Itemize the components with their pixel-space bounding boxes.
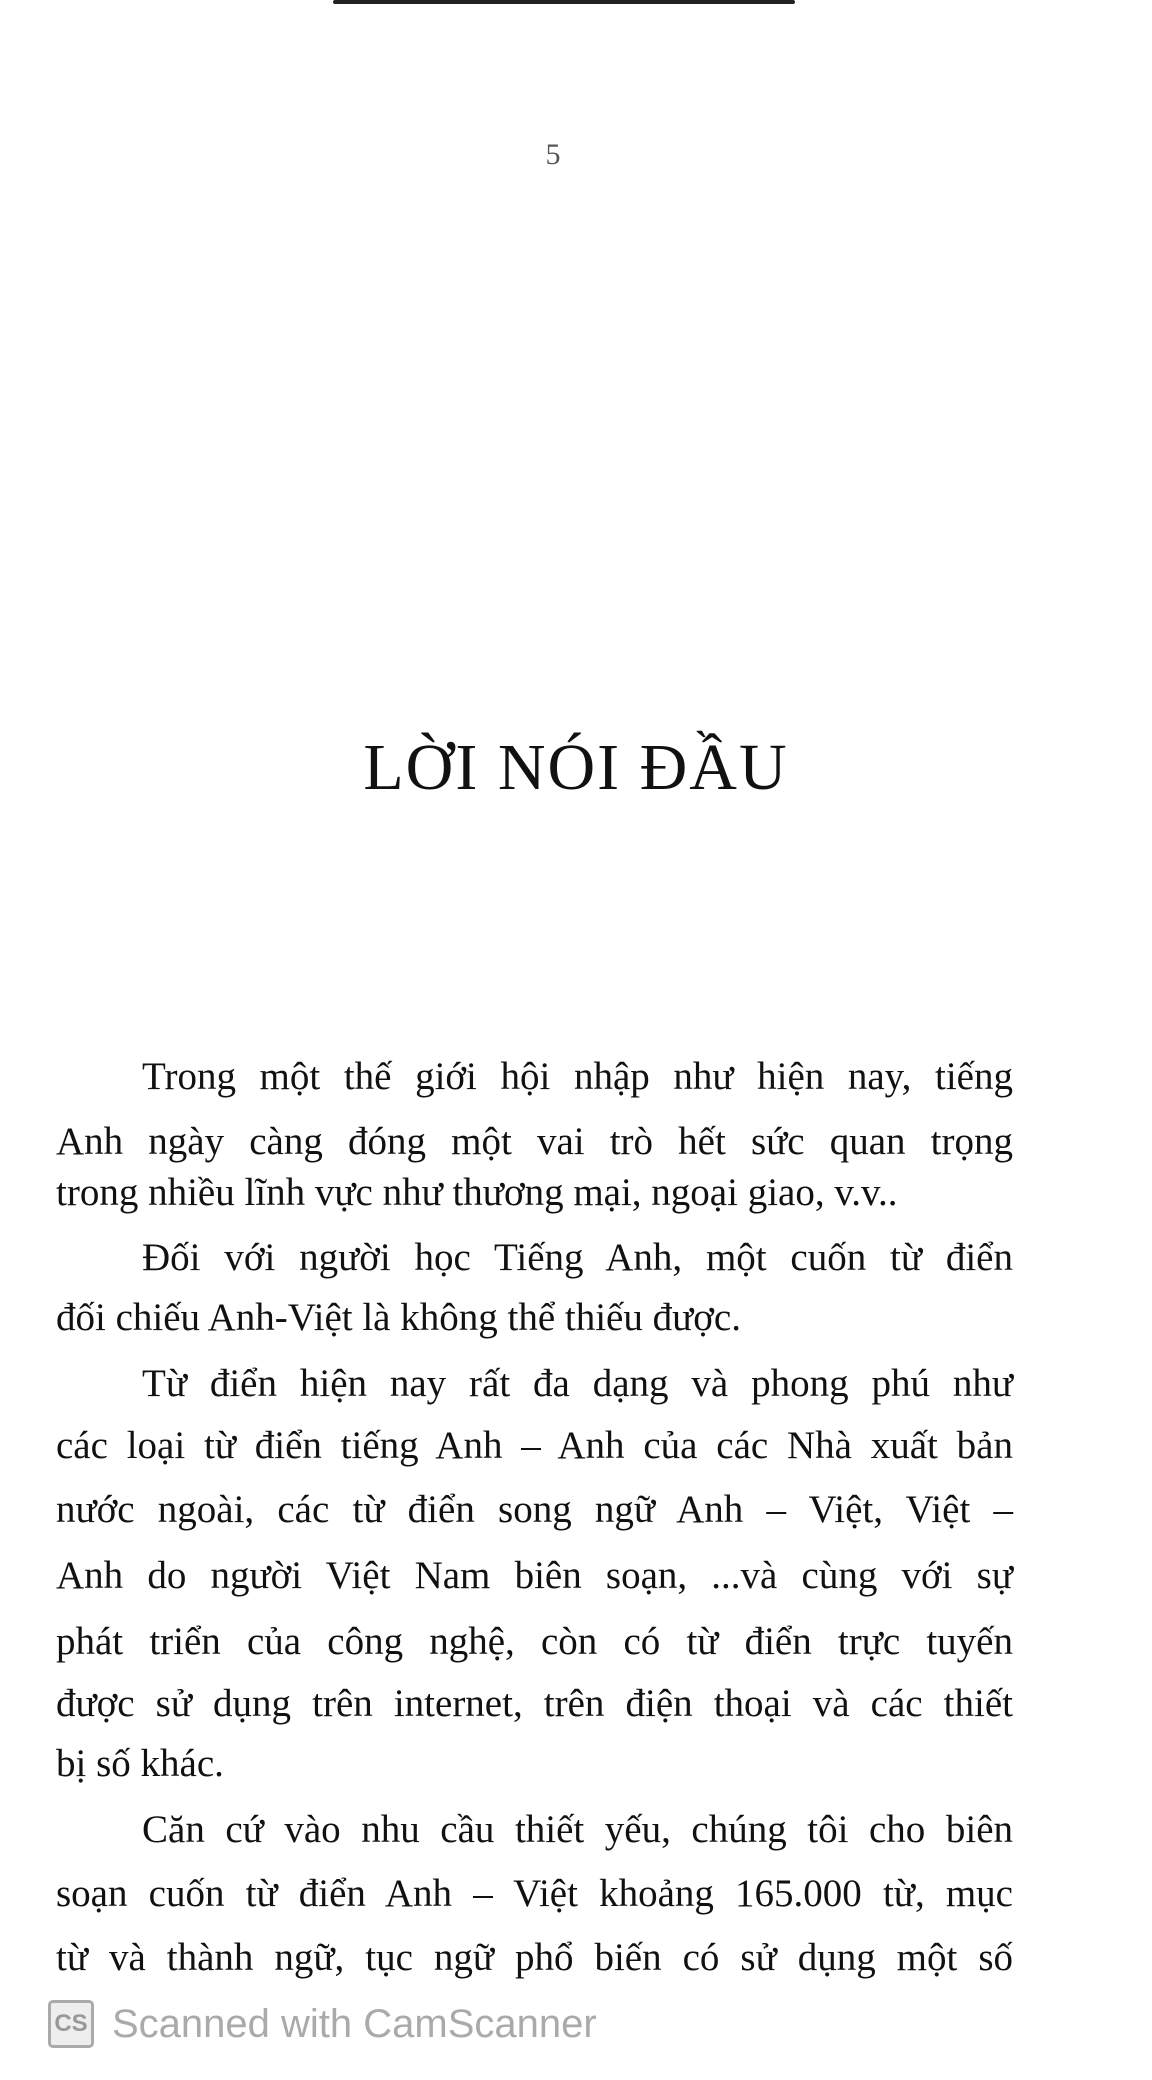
body-line: Từ điển hiện nay rất đa dạng và phong phú như bbox=[142, 1362, 1013, 1405]
body-line: bị số khác. bbox=[56, 1742, 224, 1785]
body-line: được sử dụng trên internet, trên điện thoại và các thiết bbox=[56, 1682, 1013, 1725]
body-line: phát triển của công nghệ, còn có từ điển trực tuyến bbox=[56, 1620, 1013, 1663]
body-line: từ và thành ngữ, tục ngữ phổ biến có sử dụng một số bbox=[56, 1936, 1013, 1979]
page-top-edge bbox=[333, 0, 795, 4]
body-line: các loại từ điển tiếng Anh – Anh của các Nhà xuất bản bbox=[56, 1424, 1013, 1467]
body-line: soạn cuốn từ điển Anh – Việt khoảng 165.000 từ, mục bbox=[56, 1872, 1013, 1915]
body-line: nước ngoài, các từ điển song ngữ Anh – Việt, Việt – bbox=[56, 1488, 1013, 1531]
body-line: Anh ngày càng đóng một vai trò hết sức quan trọng bbox=[56, 1120, 1013, 1163]
camscanner-logo-icon: CS bbox=[48, 2000, 94, 2048]
body-line: Căn cứ vào nhu cầu thiết yếu, chúng tôi cho biên bbox=[142, 1808, 1013, 1851]
page-title: LỜI NÓI ĐẦU bbox=[363, 731, 789, 804]
body-line: đối chiếu Anh-Việt là không thể thiếu được. bbox=[56, 1296, 741, 1339]
body-line: Trong một thế giới hội nhập như hiện nay, tiếng bbox=[142, 1055, 1013, 1098]
watermark-text: Scanned with CamScanner bbox=[112, 2001, 597, 2046]
body-line: Anh do người Việt Nam biên soạn, ...và cùng với sự bbox=[56, 1554, 1013, 1597]
body-line: Đối với người học Tiếng Anh, một cuốn từ điển bbox=[142, 1236, 1013, 1279]
page-number: 5 bbox=[545, 138, 561, 171]
camscanner-watermark bbox=[48, 2000, 597, 2048]
body-line: trong nhiều lĩnh vực như thương mại, ngoại giao, v.v.. bbox=[56, 1171, 898, 1214]
